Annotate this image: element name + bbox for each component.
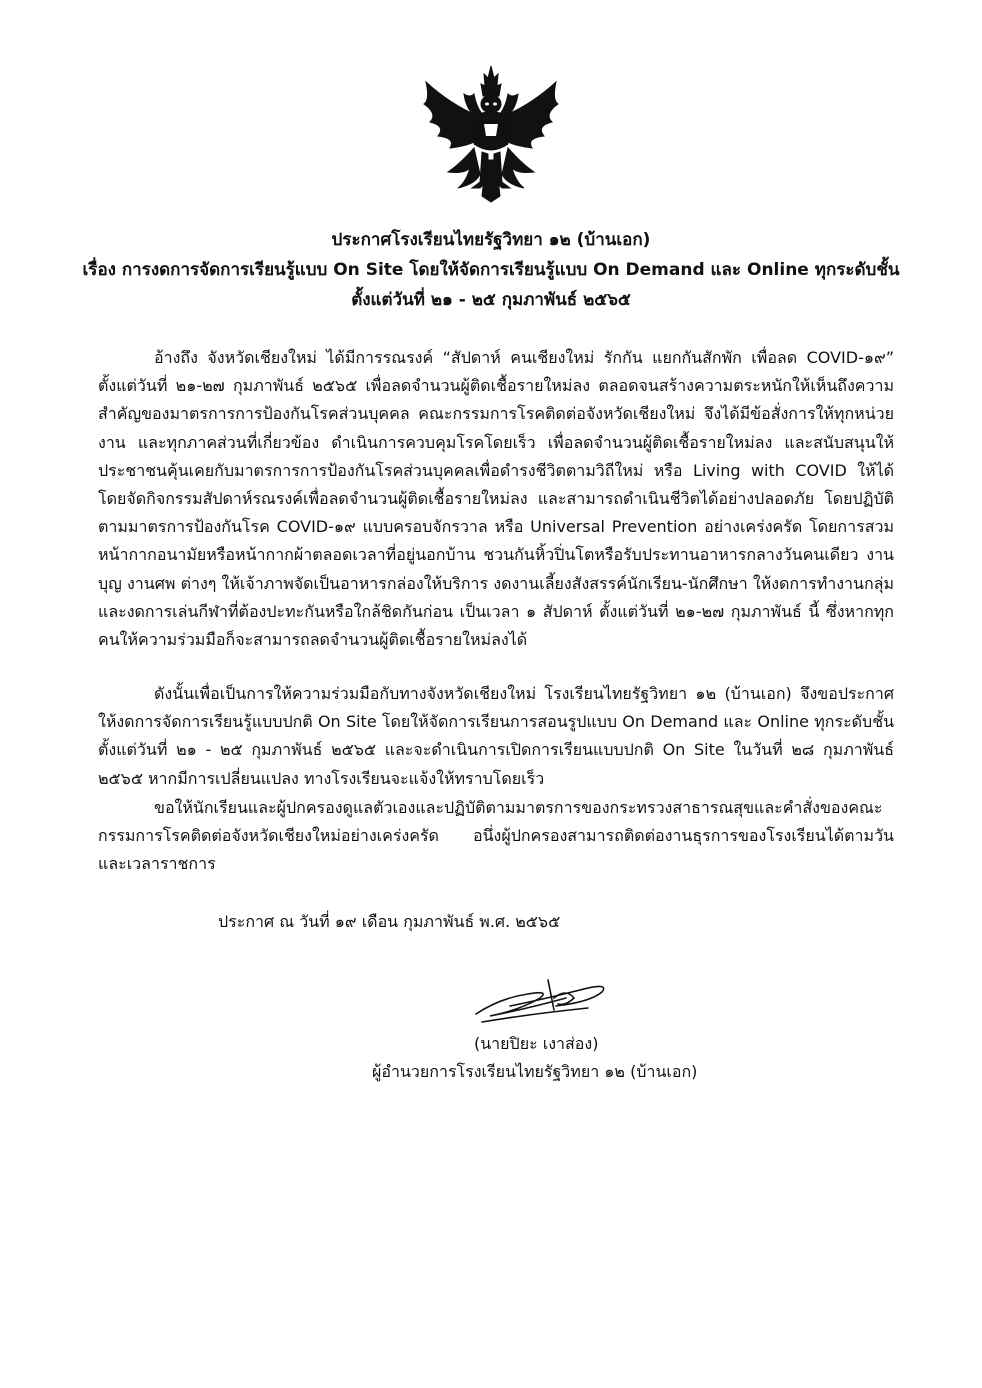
signature-image [470,968,620,1028]
signer-position: ผู้อำนวยการโรงเรียนไทยรัฐวิทยา ๑๒ (บ้านเอก) [372,1062,698,1081]
announcement-subject: เรื่อง การงดการจัดการเรียนรู้แบบ On Site โดยให้จัดการเรียนรู้แบบ On Demand และ Online ทุกระดับชั้น [82,260,900,280]
body-paragraph: ขอให้นักเรียนและผู้ปกครองดูแลตัวเองและปฏิบัติตามมาตรการของกระทรวงสาธารณสุขและคำสั่งของคณะกรรมการโรคติดต่อจังหวัดเชียงใหม่อย่างเคร่งครัด อนึ่งผู้ปกครองสามารถติดต่องานธุรการของโรงเรียนได้ตามวัน และเวลาราชการ [98,798,894,874]
body-paragraph: ดังนั้นเพื่อเป็นการให้ความร่วมมือกับทางจังหวัดเชียงใหม่ โรงเรียนไทยรัฐวิทยา ๑๒ (บ้านเอก) จึงขอประกาศให้งดการจัดการเรียนรู้แบบปกติ On Site โดยให้จัดการเรียนการสอนรูปแบบ On Demand และ Online ทุกระดับชั้น ตั้งแต่วันที่ ๒๑ - ๒๕ กุมภาพันธ์ ๒๕๖๕ และจะดำเนินการเปิดการเรียนแบบปกติ On Site ในวันที่ ๒๘ กุมภาพันธ์ ๒๕๖๕ หากมีการเปลี่ยนแปลง ทางโรงเรียนจะแจ้งให้ทราบโดยเร็ว [98,684,894,788]
signer-name: (นายปิยะ เงาส่อง) [474,1034,599,1053]
announcement-dated-line: ประกาศ ณ วันที่ ๑๙ เดือน กุมภาพันธ์ พ.ศ. ๒๕๖๕ [218,912,561,931]
announcement-date-range: ตั้งแต่วันที่ ๒๑ - ๒๕ กุมภาพันธ์ ๒๕๖๕ [351,290,631,310]
body-paragraph: อ้างถึง จังหวัดเชียงใหม่ ได้มีการรณรงค์ “สัปดาห์ คนเชียงใหม่ รักกัน แยกกันสักพัก เพื่อลด COVID-๑๙” ตั้งแต่วันที่ ๒๑-๒๗ กุมภาพันธ์ ๒๕๖๕ เพื่อลดจำนวนผู้ติดเชื้อรายใหม่ลง ตลอดจนสร้างความตระหนักให้เห็นถึงความสำคัญของมาตรการการป้องกันโรคส่วนบุคคล คณะกรรมการโรคติดต่อจังหวัดเชียงใหม่ จึงได้มีข้อสั่งการให้ทุกหน่วยงาน และทุกภาคส่วนที่เกี่ยวข้อง ดำเนินการควบคุมโรคโดยเร็ว เพื่อลดจำนวนผู้ติดเชื้อรายใหม่ลง และสนับสนุนให้ประชาชนคุ้นเคยกับมาตรการการป้องกันโรคส่วนบุคคลเพื่อดำรงชีวิตตามวิถีใหม่ หรือ Living with COVID ให้ได้ โดยจัดกิจกรรมสัปดาห์รณรงค์เพื่อลดจำนวนผู้ติดเชื้อรายใหม่ลง และสามารถดำเนินชีวิตได้อย่างปลอดภัย โดยปฏิบัติตามมาตรการป้องกันโรค COVID-๑๙ แบบครอบจักรวาล หรือ Universal Prevention อย่างเคร่งครัด โดยการสวมหน้ากากอนามัยหรือหน้ากากผ้าตลอดเวลาที่อยู่นอกบ้าน ชวนกันหิ้วปิ่นโตหรือรับประทานอาหารกลางวันคนเดียว งานบุญ งานศพ ต่างๆ ให้เจ้าภาพจัดเป็นอาหารกล่องให้บริการ งดงานเลี้ยงสังสรรค์นักเรียน-นักศึกษา ให้งดการทำงานกลุ่ม และงดการเล่นกีฬาที่ต้องปะทะกันหรือใกล้ชิดกันก่อน เป็นเวลา ๑ สัปดาห์ ตั้งแต่วันที่ ๒๑-๒๗ กุมภาพันธ์ นี้ ซึ่งหากทุกคนให้ความร่วมมือก็จะสามารถลดจำนวนผู้ติดเชื้อรายใหม่ลงได้ [98,348,895,650]
garuda-emblem-icon [420,64,562,204]
announcement-title: ประกาศโรงเรียนไทยรัฐวิทยา ๑๒ (บ้านเอก) [331,230,651,250]
